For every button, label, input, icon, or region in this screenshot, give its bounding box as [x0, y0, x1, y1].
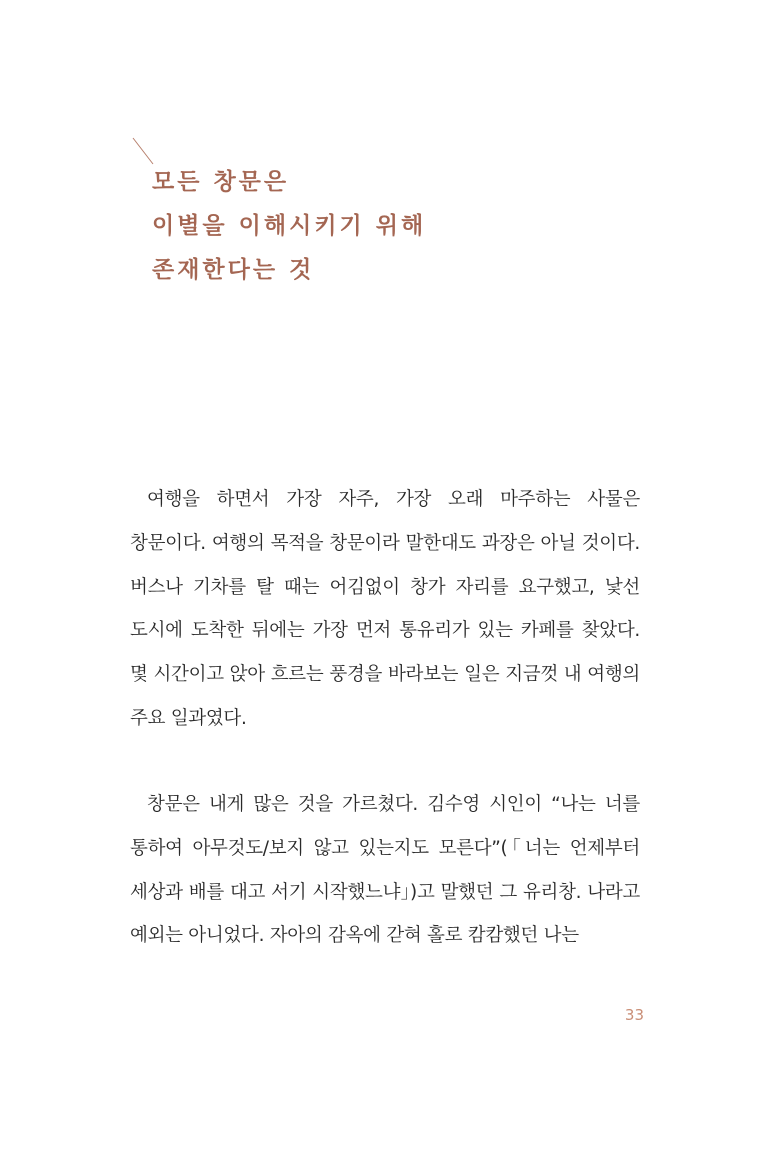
- page-number: 33: [624, 1006, 644, 1024]
- body-paragraph: 여행을 하면서 가장 자주, 가장 오래 마주하는 사물은 창문이다. 여행의 목적을 창문이라 말한대도 과장은 아닐 것이다. 버스나 기차를 탈 때는 어김없이 창가 자리를 요구했고, 낯선 도시에 도착한 뒤에는 가장 먼저 통유리가 있는 카페를 찾았다. 몇 시간이고 앉아 흐르는 풍경을 바라보는 일은 지금껏 내 여행의 주요 일과였다.: [130, 489, 640, 729]
- body-paragraph: 창문은 내게 많은 것을 가르쳤다. 김수영 시인이 “나는 너를 통하여 아무것도/보지 않고 있는지도 모른다”(「너는 언제부터 세상과 배를 대고 서기 시작했느냐」)고 말했던 그 유리창. 나라고 예외는 아니었다. 자아의 감옥에 갇혀 홀로 캄캄했던 나는: [130, 794, 640, 947]
- chapter-title-line: 존재한다는 것: [152, 257, 315, 283]
- chapter-title-line: 모든 창문은: [152, 169, 290, 195]
- decorative-slash-line: [132, 137, 154, 165]
- chapter-title: [152, 160, 426, 292]
- chapter-title-line: 이별을 이해시키기 위해: [152, 213, 427, 239]
